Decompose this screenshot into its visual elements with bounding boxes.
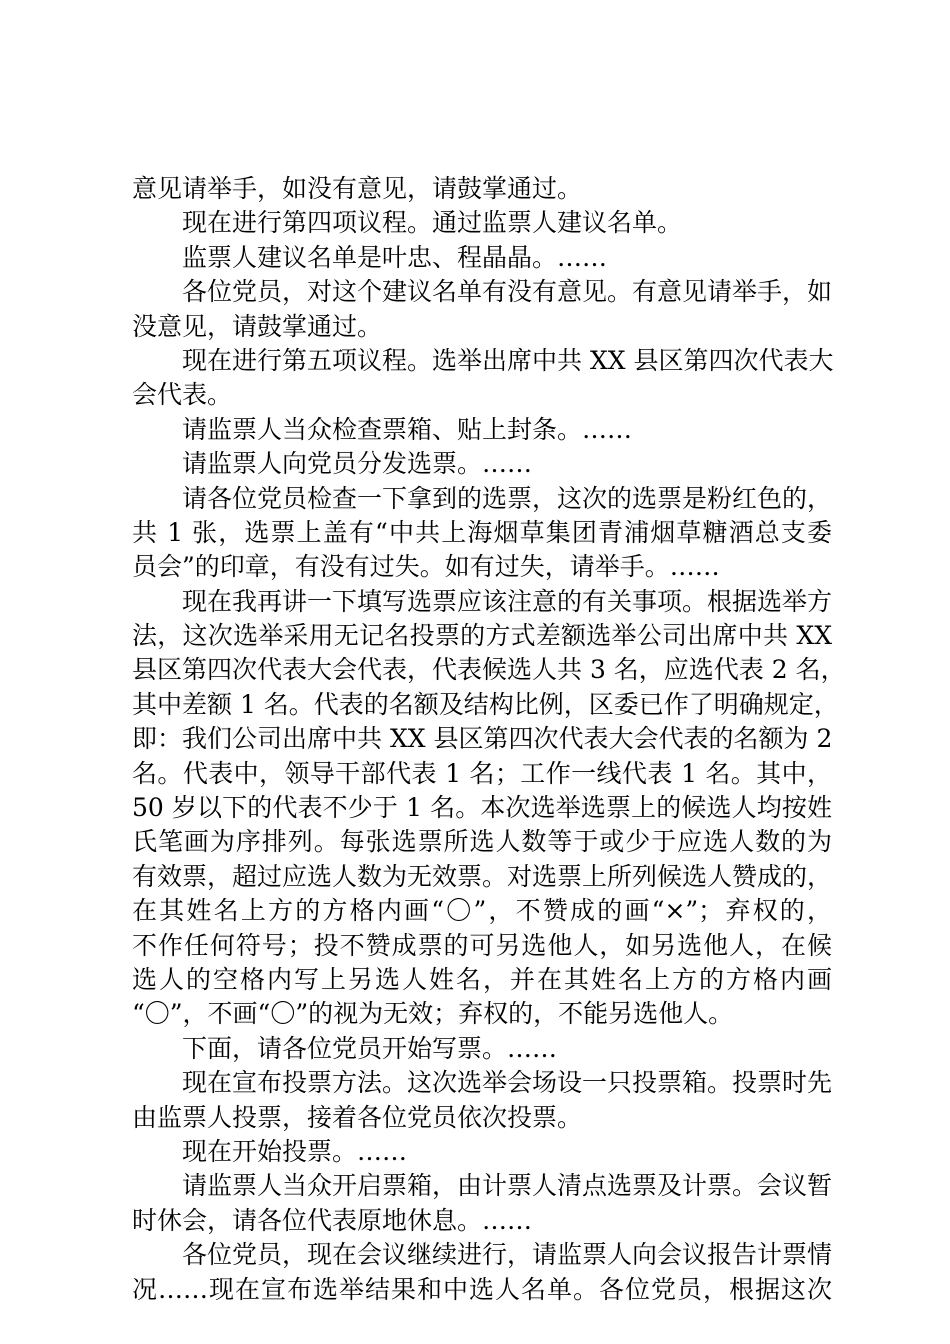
text-line: 请监票人向党员分发选票。…… [182,449,533,479]
text-line: 会代表。 [132,380,233,410]
text-line: 现在我再讲一下填写选票应该注意的有关事项。根据选举方 [182,586,833,616]
text-line: 没意见，请鼓掌通过。 [132,311,383,341]
text-line: 法，这次选举采用无记名投票的方式差额选举公司出席中共 XX [132,621,832,651]
text-line: 意见请举手，如没有意见，请鼓掌通过。 [132,174,583,203]
text-line: 下面，请各位党员开始写票。…… [182,1033,558,1063]
text-line: 现在进行第五项议程。选举出席中共 XX 县区第四次代表大 [182,345,834,375]
text-line: 时休会，请各位代表原地休息。…… [132,1205,533,1235]
text-line: “〇”，不画“〇”的视为无效；弃权的，不能另选他人。 [132,999,734,1029]
text-line: 请监票人当众开启票箱，由计票人清点选票及计票。会议暂 [182,1171,833,1201]
text-line: 监票人建议名单是叶忠、程晶晶。…… [182,242,608,272]
text-line: 名。代表中，领导干部代表 1 名；工作一线代表 1 名。其中， [132,758,832,788]
text-line: 县区第四次代表大会代表，代表候选人共 3 名，应选代表 2 名， [132,655,846,685]
text-line: 请各位党员检查一下拿到的选票，这次的选票是粉红色的， [182,483,833,513]
text-line: 即：我们公司出席中共 XX 县区第四次代表大会代表的名额为 2 [132,724,833,754]
text-line: 氏笔画为序排列。每张选票所选人数等于或少于应选人数的为 [132,827,832,857]
text-line: 员会”的印章，有没有过失。如有过失，请举手。…… [132,552,720,582]
text-line: 50 岁以下的代表不少于 1 名。本次选举选票上的候选人均按姓 [132,793,832,823]
text-line: 不作任何符号；投不赞成票的可另选他人，如另选他人，在候 [132,930,832,960]
text-line: 由监票人投票，接着各位党员依次投票。 [132,1102,583,1132]
text-line: 各位党员，现在会议继续进行，请监票人向会议报告计票情 [182,1240,833,1270]
text-line: 现在进行第四项议程。通过监票人建议名单。 [182,208,683,238]
document-body [132,172,846,1307]
text-line: 其中差额 1 名。代表的名额及结构比例，区委已作了明确规定， [132,689,839,719]
text-line: 各位党员，对这个建议名单有没有意见。有意见请举手，如 [182,277,833,307]
text-line: 况……现在宣布选举结果和中选人名单。各位党员，根据这次 [132,1274,832,1304]
text-line: 现在宣布投票方法。这次选举会场设一只投票箱。投票时先 [182,1068,833,1098]
text-line: 现在开始投票。…… [182,1136,408,1166]
text-line: 共 1 张，选票上盖有“中共上海烟草集团青浦烟草糖酒总支委 [132,517,832,547]
text-line: 请监票人当众检查票箱、贴上封条。…… [182,414,633,444]
text-line: 在其姓名上方的方格内画“〇”，不赞成的画“×”；弃权的， [132,896,832,926]
text-line: 选人的空格内写上另选人姓名，并在其姓名上方的方格内画 [132,964,832,994]
text-line: 有效票，超过应选人数为无效票。对选票上所列候选人赞成的， [132,861,833,891]
